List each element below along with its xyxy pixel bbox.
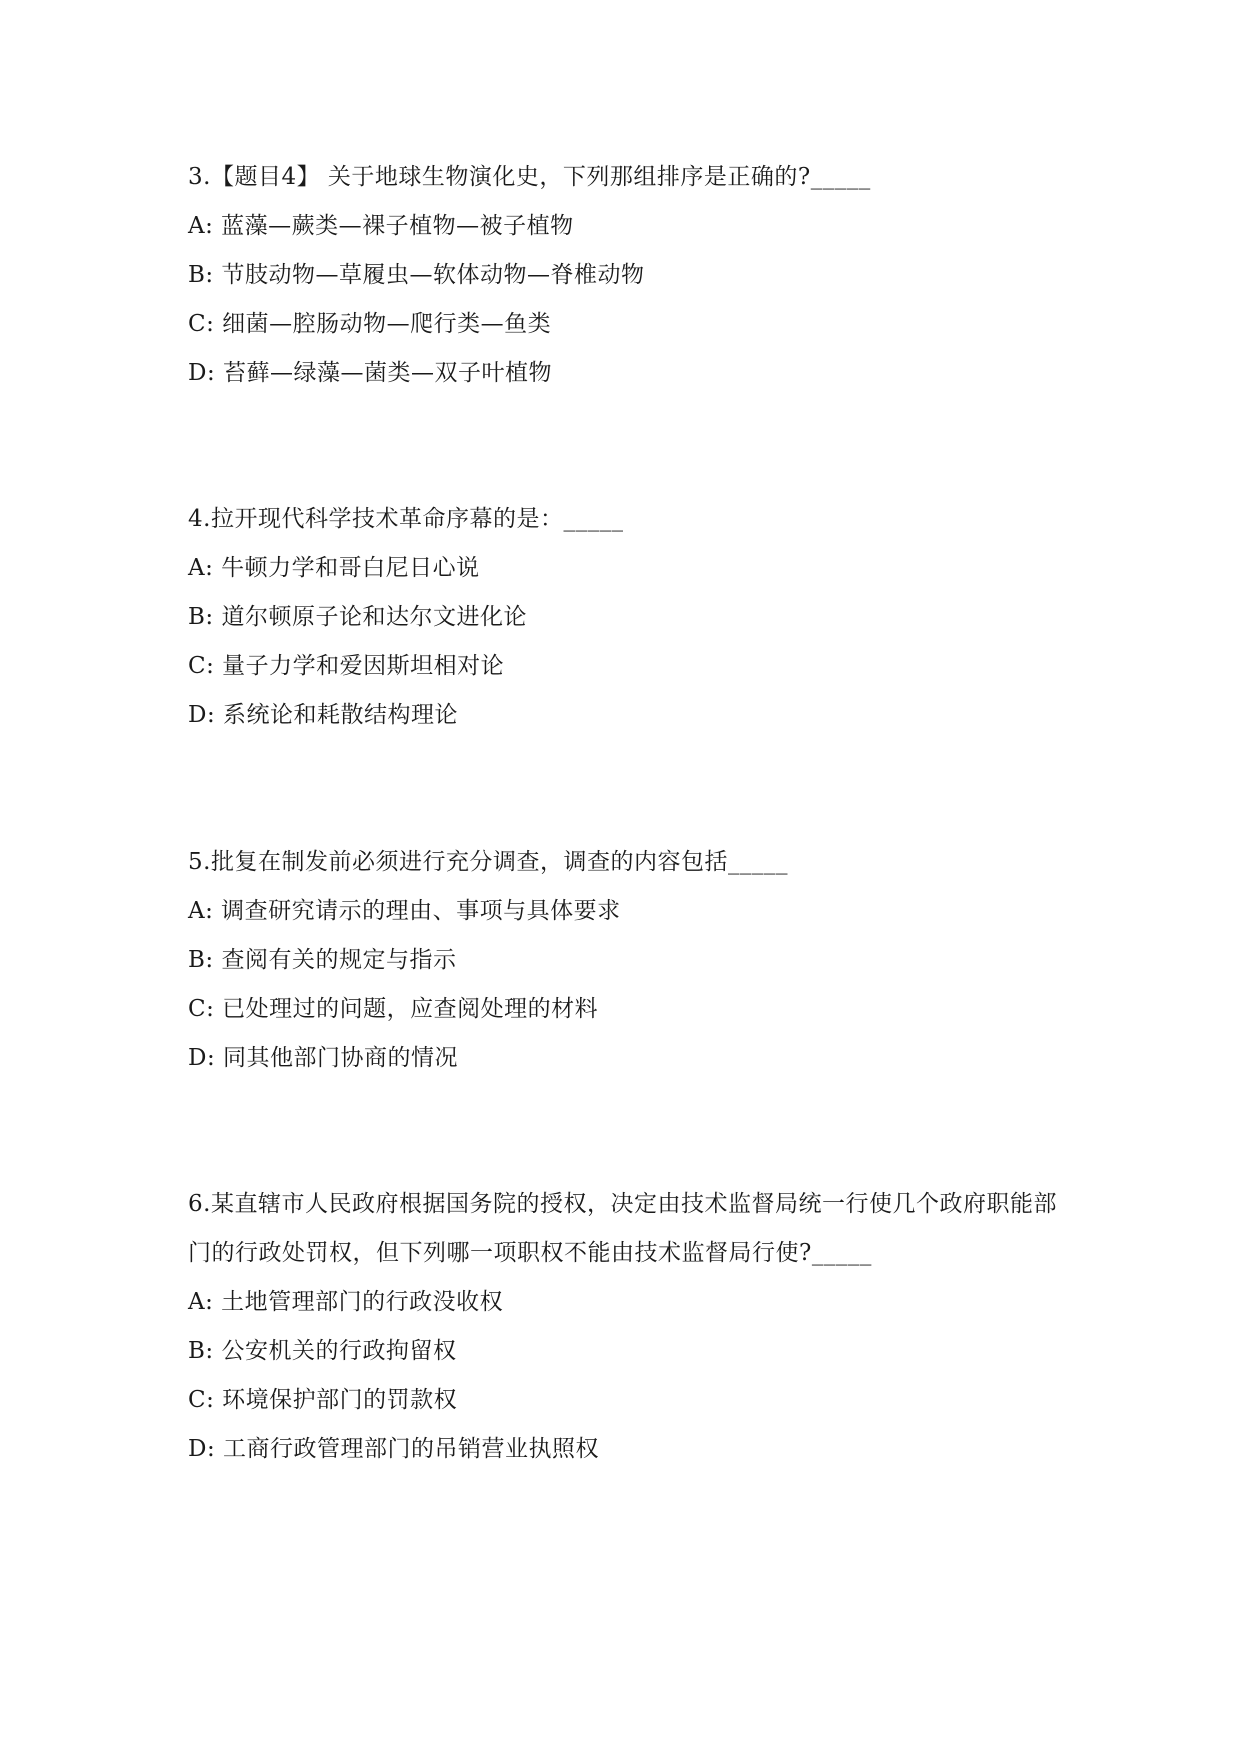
option-b: B: 公安机关的行政拘留权 [188, 1338, 457, 1364]
option-b: B: 节肢动物—草履虫—软体动物—脊椎动物 [188, 262, 645, 288]
question-3 [188, 153, 1068, 398]
option-c: C: 已处理过的问题，应查阅处理的材料 [188, 996, 599, 1022]
question-4 [188, 495, 1068, 740]
option-d: D: 同其他部门协商的情况 [188, 1045, 459, 1071]
option-a: A: 牛顿力学和哥白尼日心说 [188, 555, 480, 581]
option-b: B: 查阅有关的规定与指示 [188, 947, 457, 973]
option-c: C: 环境保护部门的罚款权 [188, 1387, 458, 1413]
question-stem: 6.某直辖市人民政府根据国务院的授权，决定由技术监督局统一行使几个政府职能部门的行政处罚权，但下列哪一项职权不能由技术监督局行使?_____ [188, 1191, 1057, 1266]
option-d: D: 系统论和耗散结构理论 [188, 702, 459, 728]
question-stem: 5.批复在制发前必须进行充分调查，调查的内容包括_____ [188, 849, 788, 875]
option-a: A: 蓝藻—蕨类—裸子植物—被子植物 [188, 213, 574, 239]
option-b: B: 道尔顿原子论和达尔文进化论 [188, 604, 527, 630]
option-c: C: 细菌—腔肠动物—爬行类—鱼类 [188, 311, 552, 337]
option-a: A: 调查研究请示的理由、事项与具体要求 [188, 898, 621, 924]
question-5 [188, 838, 1068, 1083]
question-stem: 4.拉开现代科学技术革命序幕的是：_____ [188, 506, 624, 532]
option-a: A: 土地管理部门的行政没收权 [188, 1289, 504, 1315]
question-stem: 3.【题目4】 关于地球生物演化史，下列那组排序是正确的?_____ [188, 164, 871, 190]
option-d: D: 苔藓—绿藻—菌类—双子叶植物 [188, 360, 553, 386]
option-d: D: 工商行政管理部门的吊销营业执照权 [188, 1436, 600, 1462]
option-c: C: 量子力学和爱因斯坦相对论 [188, 653, 505, 679]
question-6 [188, 1180, 1068, 1474]
